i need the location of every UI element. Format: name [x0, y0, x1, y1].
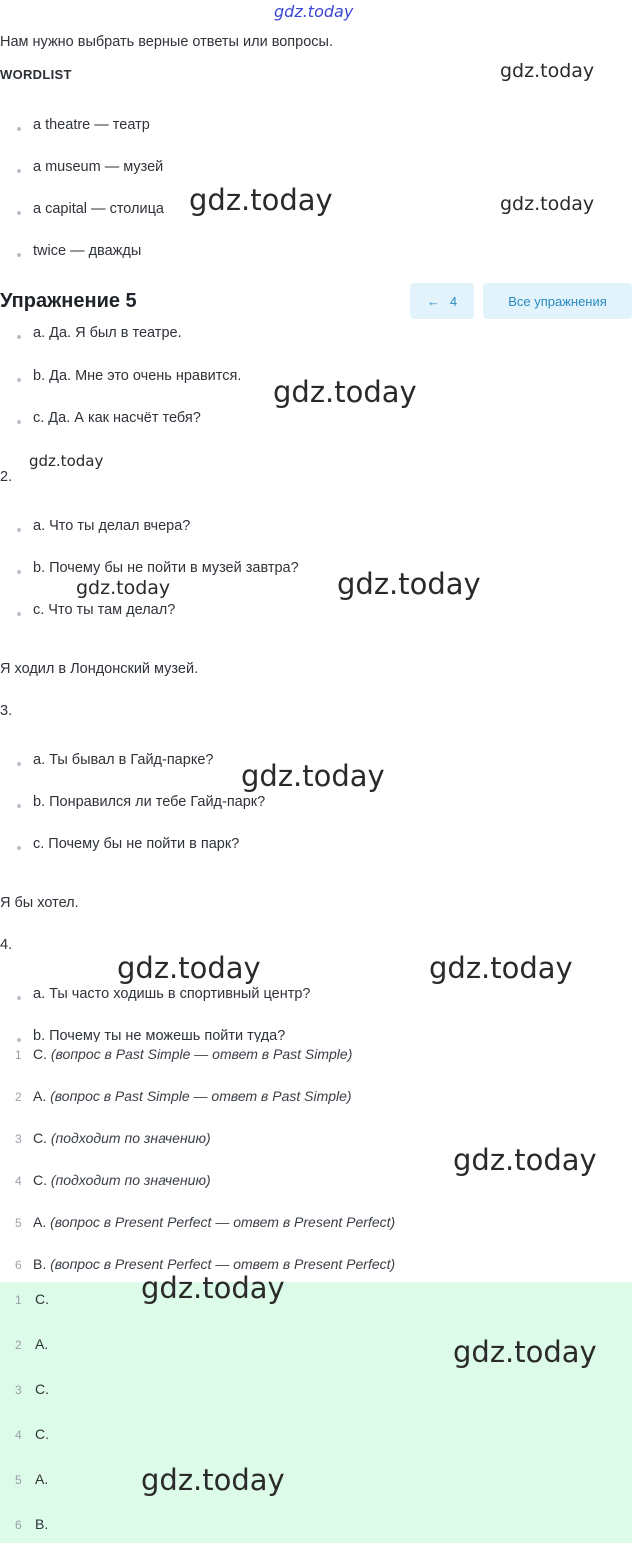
watermark: gdz.today [141, 1271, 285, 1305]
bullet [17, 211, 21, 215]
answer-text: Я бы хотел. [0, 895, 79, 911]
bullet [17, 804, 21, 808]
option-text: a. Что ты делал вчера? [33, 518, 191, 534]
arrow-left-icon: ← [426, 293, 440, 309]
bullet [17, 612, 21, 616]
watermark: gdz.today [29, 452, 104, 470]
bullet [17, 378, 21, 382]
explanation-number: 6 [15, 1258, 22, 1272]
watermark: gdz.today [500, 193, 595, 215]
answer-number: 5 [15, 1473, 22, 1487]
watermark: gdz.today [453, 1143, 597, 1177]
bullet [17, 996, 21, 1000]
bullet [17, 335, 21, 339]
explanation-number: 5 [15, 1216, 22, 1230]
explanation-note: (подходит по значению) [50, 1172, 211, 1188]
bullet [17, 169, 21, 173]
explanation-item [33, 1130, 211, 1146]
explanation-letter: C. [33, 1172, 47, 1188]
answer-number: 1 [15, 1293, 22, 1307]
bullet [17, 846, 21, 850]
answer-letter: C. [35, 1426, 49, 1442]
explanation-letter: A. [33, 1214, 47, 1230]
question-number: 3. [0, 703, 13, 719]
explanation-item [33, 1172, 211, 1188]
explanation-note: (вопрос в Present Perfect — ответ в Present Perfect) [50, 1256, 396, 1272]
watermark: gdz.today [429, 951, 573, 985]
explanation-item [33, 1214, 395, 1230]
answer-letter: C. [35, 1381, 49, 1397]
explanation-item [33, 1046, 352, 1062]
question-number: 2. [0, 469, 13, 485]
bullet [17, 528, 21, 532]
option-text: b. Почему ты не можешь пойти туда? [33, 1028, 286, 1042]
answers-panel [0, 1282, 632, 1543]
explanation-item [33, 1088, 352, 1104]
explanation-number: 4 [15, 1174, 22, 1188]
clipped-line [0, 326, 632, 342]
watermark: gdz.today [337, 567, 481, 601]
answer-letter: A. [35, 1471, 49, 1487]
answer-number: 3 [15, 1383, 22, 1397]
bullet [17, 762, 21, 766]
bullet [17, 420, 21, 424]
bullet [17, 1038, 21, 1042]
watermark: gdz.today [241, 759, 385, 793]
watermark: gdz.today [117, 951, 261, 985]
answer-number: 4 [15, 1428, 22, 1442]
watermark: gdz.today [453, 1335, 597, 1369]
option-text: b. Почему бы не пойти в музей завтра? [33, 560, 299, 576]
intro-text: Нам нужно выбрать верные ответы или вопросы. [0, 34, 333, 50]
explanation-letter: C. [33, 1130, 47, 1146]
prev-exercise-button[interactable] [410, 283, 474, 319]
bullet [17, 253, 21, 257]
wordlist-heading: WORDLIST [0, 67, 72, 82]
explanation-note: (вопрос в Past Simple — ответ в Past Simple) [50, 1046, 353, 1062]
watermark-top: gdz.today [274, 2, 354, 21]
watermark: gdz.today [76, 577, 171, 599]
option-text: c. Почему бы не пойти в парк? [33, 836, 240, 852]
answer-letter: C. [35, 1291, 49, 1307]
explanation-note: (подходит по значению) [50, 1130, 211, 1146]
answer-number: 6 [15, 1518, 22, 1532]
clipped-line [0, 1026, 632, 1042]
explanation-letter: B. [33, 1256, 47, 1272]
explanation-number: 3 [15, 1132, 22, 1146]
option-text: a. Ты бывал в Гайд-парке? [33, 752, 214, 768]
explanation-note: (вопрос в Present Perfect — ответ в Present Perfect) [50, 1214, 396, 1230]
prev-exercise-label: 4 [449, 293, 458, 309]
all-exercises-label: Все упражнения [508, 293, 607, 309]
explanation-note: (вопрос в Past Simple — ответ в Past Simple) [50, 1088, 352, 1104]
bullet [17, 127, 21, 131]
question-number: 4. [0, 937, 13, 953]
watermark: gdz.today [500, 60, 595, 82]
watermark: gdz.today [273, 375, 417, 409]
wordlist-item: twice — дважды [33, 243, 142, 259]
option-text: a. Да. Я был в театре. [33, 326, 182, 341]
answer-letter: A. [35, 1336, 49, 1352]
explanation-number: 1 [15, 1048, 22, 1062]
answer-letter: B. [35, 1516, 49, 1532]
option-text: a. Ты часто ходишь в спортивный центр? [33, 986, 311, 1002]
all-exercises-button[interactable] [483, 283, 632, 319]
wordlist-item: a museum — музей [33, 159, 164, 175]
exercise-title: Упражнение 5 [0, 290, 137, 312]
explanation-item [33, 1256, 395, 1272]
answer-number: 2 [15, 1338, 22, 1352]
watermark: gdz.today [141, 1463, 285, 1497]
bullet [17, 570, 21, 574]
wordlist-item: a theatre — театр [33, 117, 150, 133]
explanation-letter: C. [33, 1046, 47, 1062]
answer-text: Я ходил в Лондонский музей. [0, 661, 199, 677]
watermark: gdz.today [189, 183, 333, 217]
option-text: b. Понравился ли тебе Гайд-парк? [33, 794, 266, 810]
option-text: b. Да. Мне это очень нравится. [33, 368, 242, 384]
option-text: c. Что ты там делал? [33, 602, 176, 618]
wordlist-item: a capital — столица [33, 201, 164, 217]
option-text: c. Да. А как насчёт тебя? [33, 410, 201, 426]
explanation-number: 2 [15, 1090, 22, 1104]
explanation-letter: A. [33, 1088, 47, 1104]
